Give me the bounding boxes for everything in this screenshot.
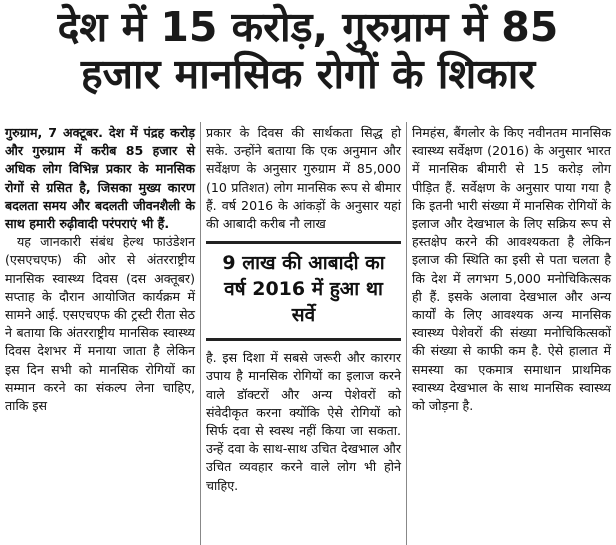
headline-line-2: हजार मानसिक रोगों के शिकार: [80, 50, 536, 98]
column-2-bottom-text: है. इस दिशा में सबसे जरूरी और कारगर उपाय है मानसिक रोगियों का इलाज करने वाले डॉक्टरों और अन्य पेशेवरों को संवेदीकृत करना क्योंकि ऐसे रोगियों को सिर्फ दवा से स्वस्थ नहीं किया जा सकता. उन्हें दवा के साथ-साथ उचित देखभाल और उचित व्यवहार करने वाले लोग भी होने चाहिए.: [206, 350, 401, 493]
headline-line-1: देश में 15 करोड़, गुरुग्राम में 85: [57, 3, 559, 51]
subheading-box: 9 लाख की आबादी का वर्ष 2016 में हुआ था सर्वे: [206, 241, 401, 341]
column-1: [0, 122, 200, 545]
column-2-top-text: प्रकार के दिवस की सार्थकता सिद्ध हो सके. उन्होंने बताया कि एक अनुमान और सर्वेक्षण के अनुसार गुरुग्राम में 85,000 (10 प्रतिशत) लोग मानसिक रूप से बीमार हैं. वर्ष 2016 के आंकड़ों के अनुसार यहां की आबादी करीब नौ लाख: [206, 125, 401, 232]
column-3-body: निमहंस, बैंगलोर के किए नवीनतम मानसिक स्वास्थ्य सर्वेक्षण (2016) के अनुसार भारत में मानसिक बीमारी से 15 करोड़ लोग पीड़ित हैं. सर्वेक्षण के अनुसार पाया गया है कि इतनी भारी संख्या में मानसिक रोगियों के इलाज और देखभाल के लिए सक्रिय रूप से हस्तक्षेप करने की आवश्यकता है लेकिन इलाज की स्थिति का इसी से पता चलता है कि देश में लगभग 5,000 मनोचिकित्सक ही हैं. इसके अलावा देखभाल और अन्य कार्यों के लिए आवश्यक अन्य मानसिक स्वास्थ्य पेशेवरों की संख्या मनोचिकित्सकों की संख्या से काफी कम है. ऐसे हालात में समस्या का एकमात्र समाधान प्राथमिक स्वास्थ्य देखभाल के साथ मानसिक स्वास्थ्य को जोड़ना है.: [412, 125, 611, 414]
lead-paragraph: गुरुग्राम, 7 अक्टूबर. देश में पंद्रह करोड़ और गुरुग्राम में करीब 85 हजार से अधिक लोग विभिन्न प्रकार के मानसिक रोगों से ग्रसित है, जिसका मुख्य कारण बदलता समय और बदलती जीवनशैली के साथ हमारी रुढ़ीवादी परंपराएं भी हैं.: [5, 125, 195, 232]
headline: [0, 0, 616, 98]
column-2: [200, 122, 407, 545]
column-3: [407, 122, 616, 545]
article-columns: [0, 122, 616, 545]
column-1-body: यह जानकारी संबंध हेल्थ फाउंडेशन (एसएचएफ) की ओर से अंतरराष्ट्रीय मानसिक स्वास्थ्य दिवस (दस अक्तूबर) सप्ताह के दौरान आयोजित कार्यक्रम में सामने आई. एसएचएफ की ट्रस्टी रीता सेठ ने बताया कि अंतरराष्ट्रीय मानसिक स्वास्थ्य दिवस देशभर में मनाया जाता है लेकिन इस दिन सभी को मानसिक रोगियों का सम्मान करने का संकल्प लेना चाहिए, ताकि इस: [5, 234, 195, 414]
